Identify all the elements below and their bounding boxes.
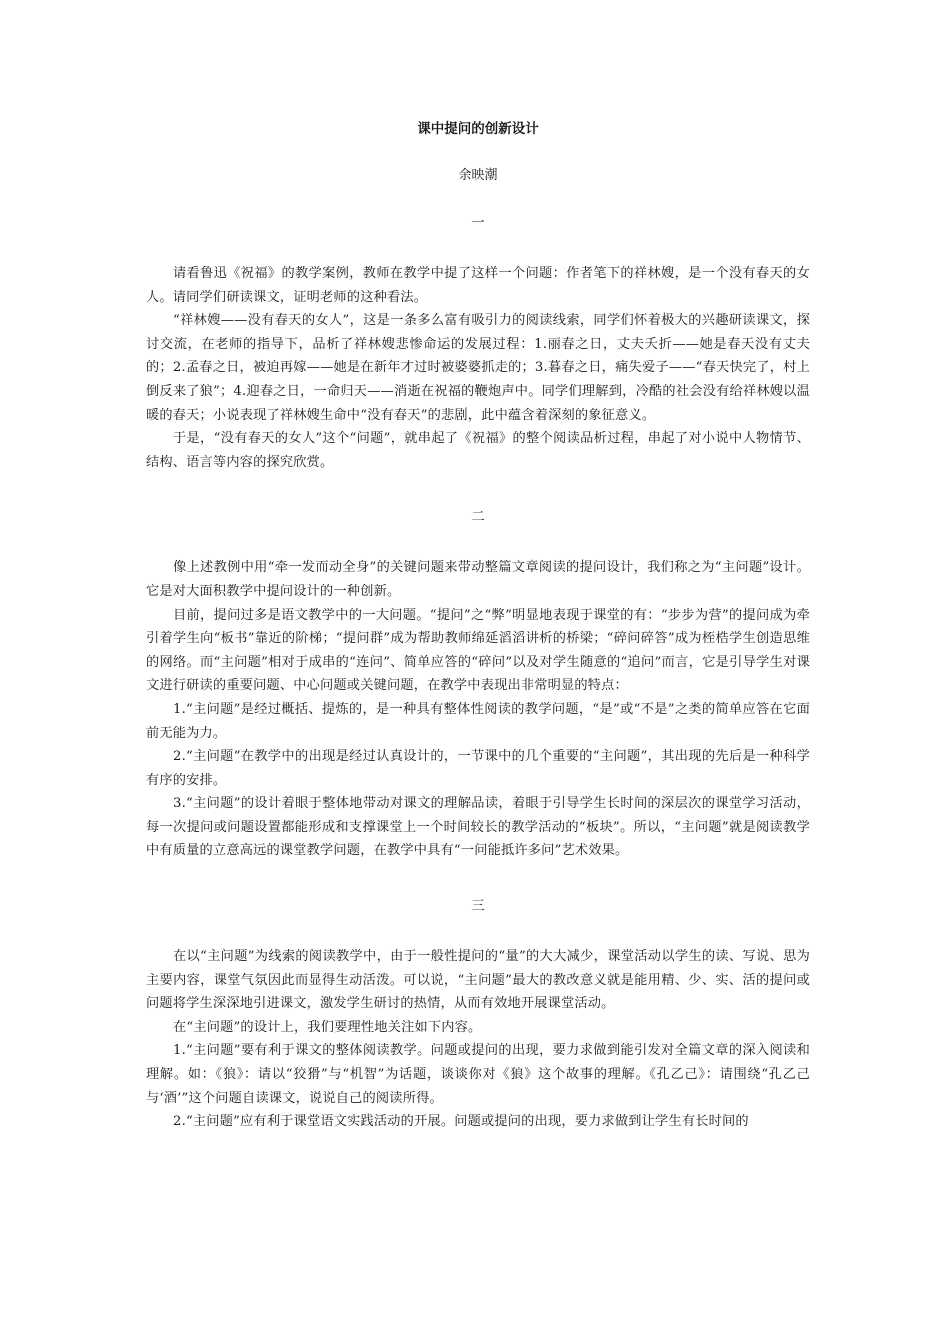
paragraph: 1.“主问题”要有利于课文的整体阅读教学。问题或提问的出现，要力求做到能引发对全篇文章的深入阅读和理解。如：《狼》：请以“狡猾”与“机智”为话题，谈谈你对《狼》这个故事的理解。《孔乙己》：请围绕“孔乙己与‘酒’”这个问题自读课文，说说自己的阅读所得。 bbox=[146, 1043, 810, 1106]
document-title: 课中提问的创新设计 bbox=[417, 121, 539, 137]
paragraph: 2.“主问题”应有利于课堂语文实践活动的开展。问题或提问的出现，要力求做到让学生有长时间的 bbox=[173, 1114, 749, 1130]
paragraph: 请看鲁迅《祝福》的教学案例，教师在教学中提了这样一个问题：作者笔下的祥林嫂，是一个没有春天的女人。请同学们研读课文，证明老师的这种看法。 bbox=[146, 266, 810, 305]
section-heading-2: 二 bbox=[471, 509, 485, 526]
section-heading-3: 三 bbox=[471, 898, 485, 915]
section-3-body bbox=[146, 945, 810, 1134]
section-1-body bbox=[146, 262, 810, 474]
paragraph: 像上述教例中用“牵一发而动全身”的关键问题来带动整篇文章阅读的提问设计，我们称之为“主问题”设计。它是对大面积教学中提问设计的一种创新。 bbox=[146, 560, 810, 599]
paragraph: 在以“主问题”为线索的阅读教学中，由于一般性提问的“量”的大大减少，课堂活动以学生的读、写说、思为主要内容，课堂气氛因此而显得生动活泼。可以说，“主问题”最大的教改意义就是能用精、少、实、活的提问或问题将学生深深地引进课文，激发学生研讨的热情，从而有效地开展课堂活动。 bbox=[146, 949, 810, 1012]
document-body bbox=[146, 118, 810, 1134]
paragraph: 3.“主问题”的设计着眼于整体地带动对课文的理解品读，着眼于引导学生长时间的深层次的课堂学习活动，每一次提问或问题设置都能形成和支撑课堂上一个时间较长的教学活动的“板块”。所以，“主问题”就是阅读教学中有质量的立意高远的课堂教学问题，在教学中具有“一问能抵许多问”艺术效果。 bbox=[146, 796, 810, 859]
paragraph: 于是，“没有春天的女人”这个“问题”，就串起了《祝福》的整个阅读品析过程，串起了对小说中人物情节、结构、语言等内容的探究欣赏。 bbox=[146, 431, 810, 470]
paragraph: 目前，提问过多是语文教学中的一大问题。“提问”之“弊”明显地表现于课堂的有：“步步为营”的提问成为牵引着学生向“板书”靠近的阶梯；“提问群”成为帮助教师绵延滔滔讲析的桥梁；“碎问碎答”成为桎梏学生创造思维的网络。而“主问题”相对于成串的“连问”、简单应答的“碎问”以及对学生随意的“追问”而言，它是引导学生对课文进行研读的重要问题、中心问题或关键问题，在教学中表现出非常明显的特点： bbox=[146, 607, 810, 694]
section-2-body bbox=[146, 556, 810, 863]
paragraph: 2.“主问题”在教学中的出现是经过认真设计的，一节课中的几个重要的“主问题”，其出现的先后是一种科学有序的安排。 bbox=[146, 749, 810, 788]
document-author: 余映潮 bbox=[458, 168, 498, 183]
section-heading-1: 一 bbox=[471, 215, 485, 231]
paragraph: 在“主问题”的设计上，我们要理性地关注如下内容。 bbox=[173, 1019, 482, 1035]
paragraph: 1.“主问题”是经过概括、提炼的，是一种具有整体性阅读的教学问题，“是”或“不是”之类的简单应答在它面前无能为力。 bbox=[146, 701, 810, 741]
paragraph: “祥林嫂——没有春天的女人”，这是一条多么富有吸引力的阅读线索，同学们怀着极大的兴趣研读课文，探讨交流，在老师的指导下，品析了祥林嫂悲惨命运的发展过程：1.丽春之日，丈夫夭折——她是春天没有丈夫的；2.孟春之日，被迫再嫁——她是在新年才过时被婆婆抓走的；3.暮春之日，痛失爱子——“春天快完了，村上倒反来了狼”；4.迎春之日，一命归天——消逝在祝福的鞭炮声中。同学们理解到，冷酷的社会没有给祥林嫂以温暖的春天；小说表现了祥林嫂生命中“没有春天”的悲剧，此中蕴含着深刻的象征意义。 bbox=[146, 313, 810, 423]
